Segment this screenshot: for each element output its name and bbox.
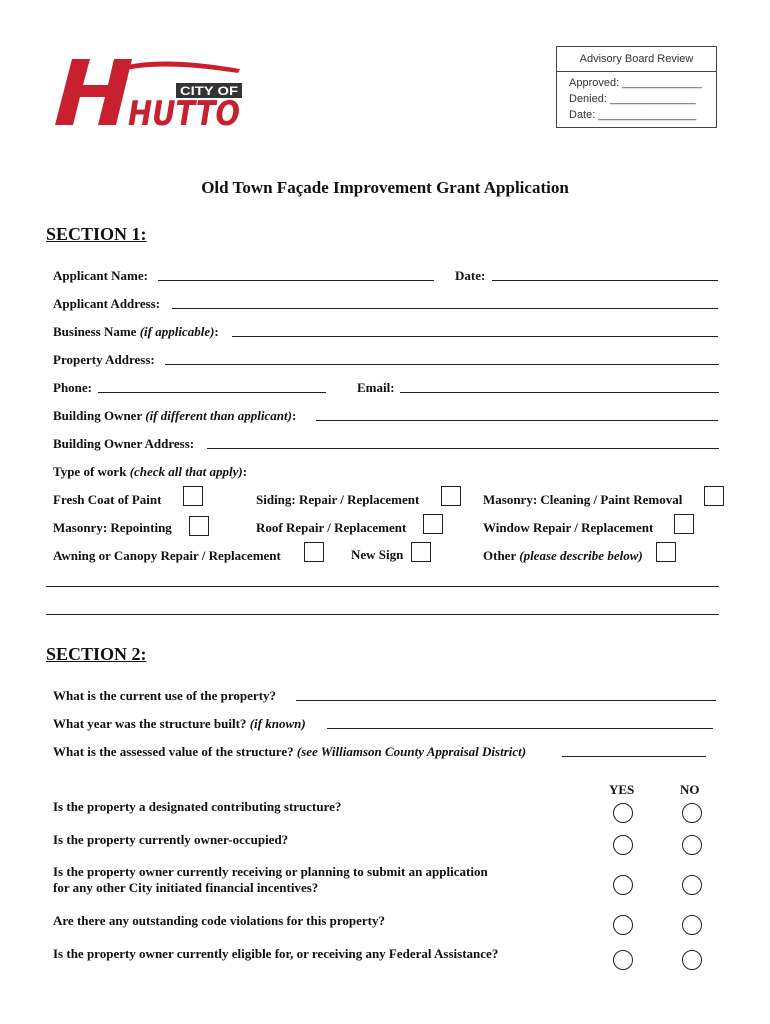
applicant-address-field[interactable] <box>172 308 718 309</box>
work-paint-label: Fresh Coat of Paint <box>53 492 162 507</box>
owner-occupied-no-radio[interactable] <box>682 835 702 855</box>
advisory-divider <box>557 71 716 72</box>
work-roof-checkbox[interactable] <box>423 514 443 534</box>
phone-label: Phone: <box>53 380 92 395</box>
building-owner-note: (if different than applicant) <box>145 408 292 423</box>
describe-line-1[interactable] <box>46 586 719 587</box>
year-built-field[interactable] <box>327 728 713 729</box>
applicant-address-label: Applicant Address: <box>53 296 161 311</box>
work-other-label <box>483 548 643 564</box>
assessed-value-label <box>53 744 526 760</box>
property-address-field[interactable] <box>165 364 719 365</box>
assessed-value-note: (see Williamson County Appraisal District) <box>296 744 527 759</box>
no-header: NO <box>680 782 700 797</box>
assessed-value-field[interactable] <box>562 756 706 757</box>
hutto-logo-mark <box>50 55 250 130</box>
describe-line-2[interactable] <box>46 614 719 615</box>
email-field[interactable] <box>400 392 719 393</box>
building-owner-address-field[interactable] <box>207 448 719 449</box>
building-owner-address-label: Building Owner Address: <box>53 436 195 451</box>
applicant-name-label: Applicant Name: <box>53 268 148 283</box>
assessed-value-text: What is the assessed value of the structure? <box>53 744 294 759</box>
work-masonry-clean-label: Masonry: Cleaning / Paint Removal <box>483 492 683 507</box>
federal-assistance-yes-radio[interactable] <box>613 950 633 970</box>
year-built-text: What year was the structure built? <box>53 716 247 731</box>
section1-heading: SECTION 1: <box>46 224 147 244</box>
work-repointing-label: Masonry: Repointing <box>53 520 172 535</box>
business-name-field[interactable] <box>232 336 718 337</box>
question-code-violations: Are there any outstanding code violations for this property? <box>53 913 385 928</box>
contributing-no-radio[interactable] <box>682 803 702 823</box>
type-of-work-note: (check all that apply) <box>129 464 243 479</box>
owner-occupied-yes-radio[interactable] <box>613 835 633 855</box>
type-of-work-text: Type of work <box>53 464 127 479</box>
work-siding-checkbox[interactable] <box>441 486 461 506</box>
business-name-note: (if applicable) <box>139 324 215 339</box>
question-federal-assistance: Is the property owner currently eligible for, or receiving any Federal Assistance? <box>53 946 499 961</box>
building-owner-label: Building Owner (if different than applicant): <box>53 408 297 423</box>
work-other-checkbox[interactable] <box>656 542 676 562</box>
advisory-board-box <box>556 46 717 128</box>
work-window-label: Window Repair / Replacement <box>483 520 654 535</box>
date-label: Date: <box>455 268 486 283</box>
question-incentives-line2: for any other City initiated financial incentives? <box>53 880 319 895</box>
year-built-label <box>53 716 306 732</box>
work-repointing-checkbox[interactable] <box>189 516 209 536</box>
code-violations-yes-radio[interactable] <box>613 915 633 935</box>
applicant-name-field[interactable] <box>158 280 434 281</box>
type-of-work-label: Type of work (check all that apply): <box>53 464 248 479</box>
yes-header: YES <box>609 782 635 797</box>
work-awning-label: Awning or Canopy Repair / Replacement <box>53 548 281 563</box>
current-use-label: What is the current use of the property? <box>53 688 277 703</box>
advisory-approved[interactable]: Approved: _____________ <box>569 77 702 89</box>
current-use-field[interactable] <box>296 700 716 701</box>
email-label: Email: <box>357 380 395 395</box>
phone-field[interactable] <box>98 392 326 393</box>
work-awning-checkbox[interactable] <box>304 542 324 562</box>
work-masonry-clean-checkbox[interactable] <box>704 486 724 506</box>
logo-city-of: CITY OF <box>180 84 238 98</box>
page-title: Old Town Façade Improvement Grant Application <box>201 178 569 197</box>
year-built-note: (if known) <box>249 716 306 731</box>
advisory-date[interactable]: Date: ________________ <box>569 109 697 121</box>
incentives-no-radio[interactable] <box>682 875 702 895</box>
section2-heading: SECTION 2: <box>46 644 147 664</box>
contributing-yes-radio[interactable] <box>613 803 633 823</box>
work-other-text: Other <box>483 548 516 563</box>
work-other-note: (please describe below) <box>519 548 643 563</box>
work-paint-checkbox[interactable] <box>183 486 203 506</box>
code-violations-no-radio[interactable] <box>682 915 702 935</box>
work-sign-label: New Sign <box>351 547 404 562</box>
business-name-text: Business Name <box>53 324 137 339</box>
federal-assistance-no-radio[interactable] <box>682 950 702 970</box>
building-owner-field[interactable] <box>316 420 718 421</box>
advisory-denied[interactable]: Denied: ______________ <box>569 93 696 105</box>
building-owner-text: Building Owner <box>53 408 142 423</box>
business-name-label: Business Name (if applicable): <box>53 324 219 339</box>
incentives-yes-radio[interactable] <box>613 875 633 895</box>
work-window-checkbox[interactable] <box>674 514 694 534</box>
question-owner-occupied: Is the property currently owner-occupied? <box>53 832 289 847</box>
logo-name: HUTTO <box>128 94 240 130</box>
work-sign-checkbox[interactable] <box>411 542 431 562</box>
date-field[interactable] <box>492 280 718 281</box>
work-roof-label: Roof Repair / Replacement <box>256 520 407 535</box>
property-address-label: Property Address: <box>53 352 155 367</box>
advisory-title: Advisory Board Review <box>579 53 694 65</box>
work-siding-label: Siding: Repair / Replacement <box>256 492 420 507</box>
question-incentives-line1: Is the property owner currently receiving or planning to submit an application <box>53 864 488 879</box>
city-logo <box>50 55 250 130</box>
question-contributing: Is the property a designated contributing structure? <box>53 799 342 814</box>
